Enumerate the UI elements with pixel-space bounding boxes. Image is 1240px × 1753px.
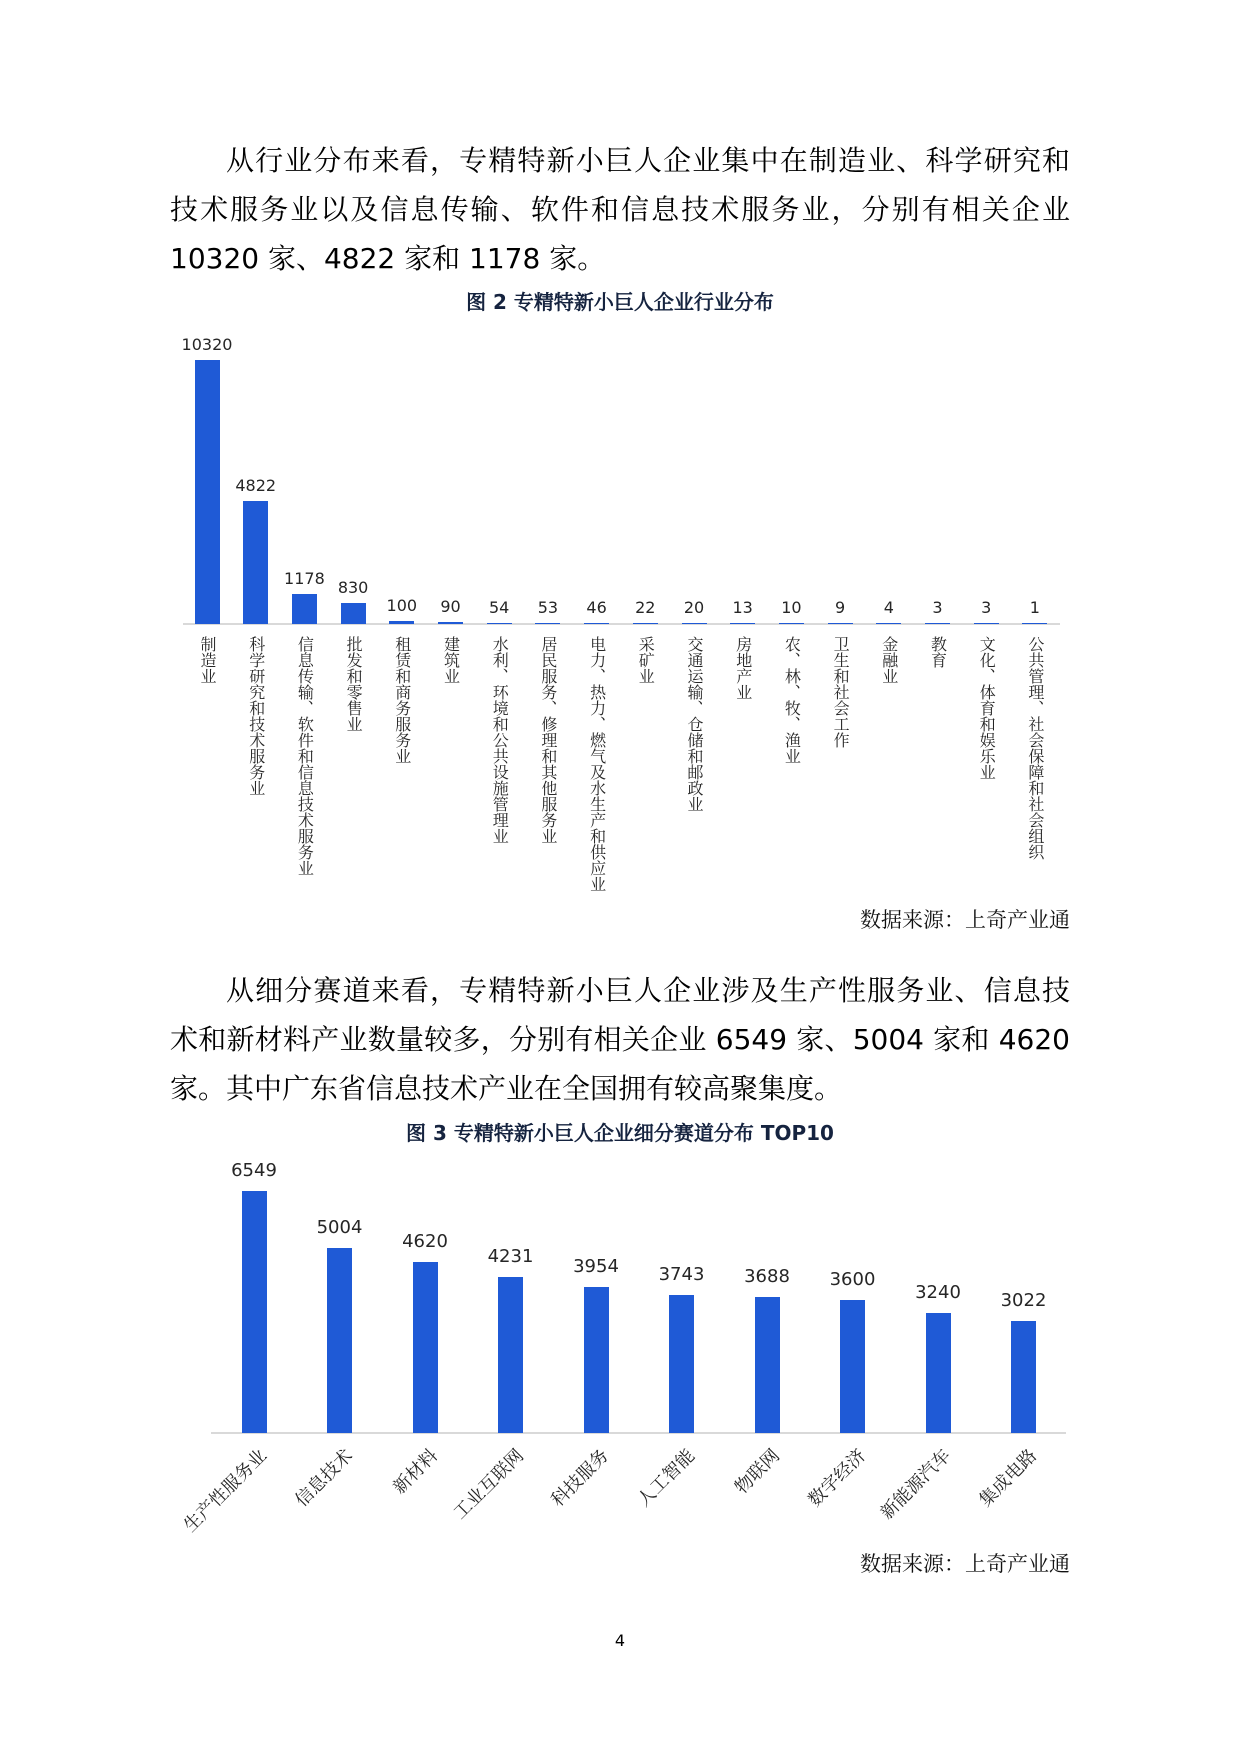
industry-distribution-bar-chart	[160, 320, 1080, 905]
bar	[584, 623, 609, 624]
category-label: 人工智能	[632, 1445, 699, 1511]
bar	[498, 1277, 523, 1433]
category-label: 制造业	[198, 636, 217, 684]
bar	[730, 623, 755, 624]
bar	[243, 501, 268, 624]
category-label: 建筑业	[441, 636, 461, 684]
category-label: 集成电路	[974, 1445, 1041, 1511]
category-label: 工业互联网	[449, 1445, 528, 1524]
bar-value-label: 3688	[744, 1265, 790, 1287]
paragraph-industry-distribution	[170, 136, 1070, 283]
category-label: 居民服务、修理和其他服务业	[538, 636, 558, 844]
bar-value-label: 1178	[284, 568, 325, 588]
bar	[669, 1295, 694, 1433]
bar-value-label: 46	[586, 597, 607, 617]
paragraph-line: 从细分赛道来看，专精特新小巨人企业涉及生产性服务业、信息技	[226, 974, 1070, 1007]
category-label: 交通运输、仓储和邮政业	[685, 636, 704, 812]
bar-value-label: 100	[386, 596, 418, 616]
bar	[242, 1191, 267, 1433]
bar-value-label: 9	[835, 598, 846, 618]
bar-value-label: 1	[1029, 598, 1040, 618]
page-number: 4	[614, 1631, 626, 1650]
bar	[779, 623, 804, 624]
bar-value-label: 3022	[1000, 1290, 1047, 1312]
bar-value-label: 4	[883, 598, 894, 618]
category-label: 农、林、牧、渔业	[782, 636, 802, 764]
bar-value-label: 3240	[915, 1282, 961, 1304]
category-label: 科技服务	[547, 1445, 614, 1511]
category-label: 文化、体育和娱乐业	[977, 636, 997, 780]
category-label: 采矿业	[636, 636, 656, 684]
bar-value-label: 53	[537, 597, 559, 617]
bar	[327, 1248, 352, 1433]
category-label: 科学研究和技术服务业	[246, 636, 266, 796]
bar-value-label: 3600	[829, 1268, 876, 1290]
figure-3-data-source: 数据来源：上奇产业通	[860, 1552, 1070, 1576]
bar	[1011, 1321, 1036, 1433]
bar-value-label: 54	[489, 597, 510, 617]
figure-3-title: 图 3 专精特新小巨人企业细分赛道分布 TOP10	[406, 1121, 834, 1145]
segment-top10-bar-chart	[180, 1150, 1080, 1550]
category-label: 教育	[928, 636, 948, 668]
bar	[389, 621, 414, 624]
bar	[828, 623, 853, 624]
category-label: 批发和零售业	[344, 636, 364, 732]
paragraph-line: 家。其中广东省信息技术产业在全国拥有较高聚集度。	[170, 1072, 843, 1105]
bar-value-label: 90	[440, 596, 461, 616]
bar-value-label: 10	[781, 598, 802, 618]
figure-2-title: 图 2 专精特新小巨人企业行业分布	[466, 290, 774, 314]
bar-value-label: 4822	[235, 475, 277, 495]
bar	[755, 1297, 780, 1433]
category-label: 新材料	[389, 1445, 443, 1499]
bar-value-label: 20	[683, 598, 705, 618]
bar	[535, 623, 560, 624]
bar	[584, 1287, 609, 1433]
bar	[926, 1313, 951, 1433]
category-label: 信息传输、软件和信息技术服务业	[295, 636, 315, 876]
figure-2-data-source: 数据来源：上奇产业通	[860, 908, 1070, 932]
category-label: 新能源汽车	[876, 1445, 956, 1524]
category-label: 物联网	[731, 1445, 785, 1499]
bar	[438, 622, 463, 624]
bar-value-label: 4231	[487, 1245, 534, 1267]
category-label: 电力、热力、燃气及水生产和供应业	[587, 636, 607, 892]
paragraph-segment-distribution	[170, 966, 1070, 1113]
category-label: 房地产业	[733, 636, 753, 700]
bar-value-label: 4620	[402, 1231, 448, 1253]
paragraph-line: 技术服务业以及信息传输、软件和信息技术服务业，分别有相关企业	[170, 193, 1070, 226]
bar-value-label: 6549	[231, 1160, 277, 1181]
bar-value-label: 3	[932, 598, 943, 618]
bar-value-label: 10320	[181, 335, 233, 354]
bar	[925, 623, 950, 624]
category-label: 水利、环境和公共设施管理业	[490, 636, 510, 844]
category-label: 租赁和商务服务业	[392, 636, 412, 764]
bar	[633, 623, 658, 624]
bar	[487, 623, 512, 624]
category-label: 卫生和社会工作	[831, 636, 851, 748]
bar	[974, 623, 999, 624]
bar	[413, 1262, 438, 1433]
bar	[292, 594, 317, 624]
bar-value-label: 22	[635, 598, 656, 618]
bar-value-label: 5004	[316, 1217, 363, 1239]
category-label: 金融业	[879, 636, 899, 684]
bar-value-label: 830	[337, 577, 369, 597]
bar	[682, 623, 707, 624]
category-label: 信息技术	[290, 1445, 357, 1511]
category-label: 生产性服务业	[179, 1445, 272, 1537]
bar	[876, 623, 901, 624]
bar-value-label: 13	[732, 598, 753, 618]
paragraph-line: 从行业分布来看，专精特新小巨人企业集中在制造业、科学研究和	[226, 144, 1070, 177]
bar	[1022, 623, 1047, 624]
bar	[840, 1300, 865, 1433]
category-label: 数字经济	[803, 1445, 870, 1511]
bar-value-label: 3954	[573, 1255, 619, 1277]
bar-value-label: 3	[981, 598, 992, 618]
bar-value-label: 3743	[658, 1263, 705, 1285]
paragraph-line: 10320 家、4822 家和 1178 家。	[170, 242, 606, 275]
paragraph-line: 术和新材料产业数量较多，分别有相关企业 6549 家、5004 家和 4620	[170, 1023, 1070, 1056]
category-label: 公共管理、社会保障和社会组织	[1025, 636, 1045, 860]
